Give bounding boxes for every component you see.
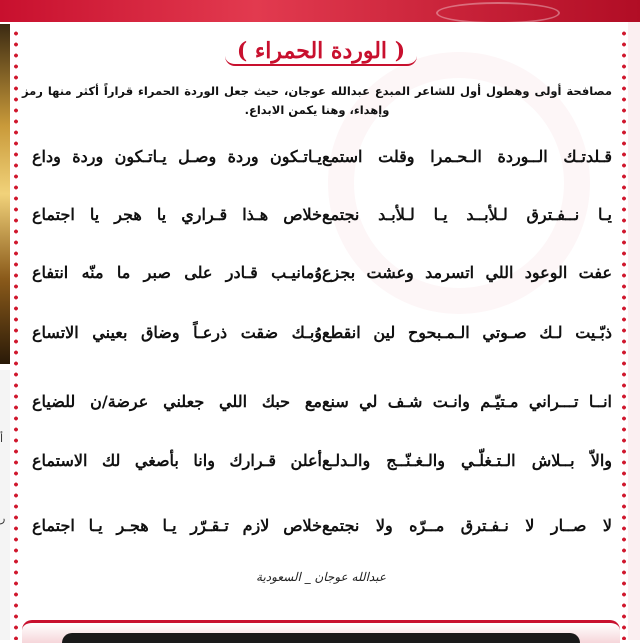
adjacent-page-photo xyxy=(0,24,10,364)
bottom-tab xyxy=(62,633,580,643)
verse-second-hemistich: يـاتـكون وردة وصـل يـاتـكون وردة وداع xyxy=(32,147,322,166)
verse-first-hemistich: والاّ بــلاش الـتـغلّـي والـغـنّــج والـدلـع xyxy=(322,451,612,470)
verse-second-hemistich: وُمانيـب قـادر على صبر ما منّه انتفاع xyxy=(32,263,322,282)
right-dotted-border xyxy=(622,28,626,640)
verse-first-hemistich: عفت الوعود اللي اتسرمد وعشت بجزع xyxy=(322,263,612,282)
poem-verse xyxy=(22,392,620,422)
article-panel xyxy=(22,22,620,612)
poem-verse xyxy=(22,205,620,235)
adjacent-page-strip xyxy=(0,370,10,640)
verse-second-hemistich: خلاص لازم تـقـرّر يـا هجـر يـا اجتماع xyxy=(32,516,322,535)
verse-first-hemistich: لا صــار لا نـفـترق مــرّه ولا نجتمع xyxy=(322,516,612,535)
top-decorative-band xyxy=(0,0,640,22)
article-title xyxy=(22,38,620,66)
verse-second-hemistich: خلاص هـذا قـراري يا هجر يا اجتماع xyxy=(32,205,322,224)
verse-second-hemistich: وُبـك ضقت ذرعـاً وضاق بعيني الاتساع xyxy=(32,323,322,342)
verse-second-hemistich: أعلن قـرارك وانا بأصغي لك الاستماع xyxy=(32,451,322,470)
verse-first-hemistich: قـلدتـك الــوردة الـحـمرا وقلت استمع xyxy=(322,147,612,166)
verse-first-hemistich: انــا تـــراني مـتيّـم وانـت شـف لي سنع xyxy=(322,392,612,411)
verse-first-hemistich: يـا نــفـترق لـلأبــد يـا لـلأبـد نجتمع xyxy=(322,205,612,224)
poem-verse xyxy=(22,263,620,293)
poem-verse xyxy=(22,147,620,177)
poem-verse xyxy=(22,323,620,353)
swirl-ornament xyxy=(436,2,560,24)
adjacent-page-glyph: ر xyxy=(0,512,6,525)
poem-verse xyxy=(22,451,620,481)
poem-verse xyxy=(22,516,620,546)
article-intro: مصافحة أولى وهطول أول للشاعر المبدع عبدالله عوجان، حيث جعل الوردة الحمراء قراراً أكثر منها رمز وإهداء، وهنا يكمن الابداع. xyxy=(22,84,612,117)
verse-first-hemistich: ذبّـيت لـك صـوتي الـمـبحوح لين انقطع xyxy=(322,323,612,342)
verse-second-hemistich: مع حبك اللي جعلني عرضة/ن للضياع xyxy=(32,392,322,411)
author-signature: عبدالله عوجان _ السعودية xyxy=(256,570,386,584)
title-text: ( الوردة الحمراء ) xyxy=(225,38,417,66)
left-dotted-border xyxy=(14,28,18,640)
right-page-edge xyxy=(628,22,640,640)
adjacent-page-glyph: أ xyxy=(0,432,4,445)
